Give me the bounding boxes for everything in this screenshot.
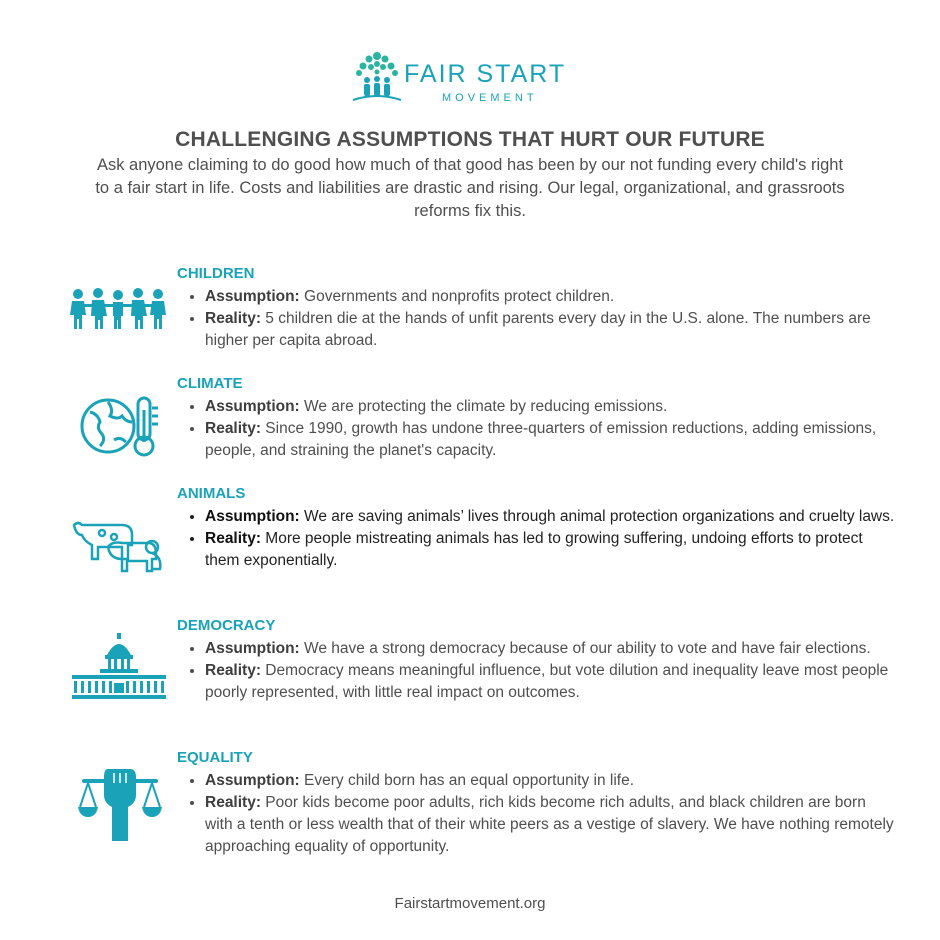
intro-text: Ask anyone claiming to do good how much of that good has been by our not funding every child's right to a fair start in life. Costs and liabilities are drastic and rising. Our legal, organizational, and grassroots reforms fix this. (95, 156, 845, 220)
bullet-list (187, 770, 895, 858)
reality-text: Poor kids become poor adults, rich kids become rich adults, and black children are born with a tenth or less wealth that of their white peers as a vestige of slavery. We have nothing remotely approaching equality of opportunity. (205, 794, 894, 855)
reality-item (205, 418, 895, 462)
assumption-label: Assumption: (205, 288, 300, 305)
section-title: CHILDREN (177, 265, 255, 282)
assumption-label: Assumption: (205, 508, 300, 525)
capitol-building-icon (72, 633, 172, 701)
reality-text: Since 1990, growth has undone three-quarters of emission reductions, adding emissions, people, and straining the planet's capacity. (205, 420, 877, 459)
assumption-text: We have a strong democracy because of our ability to vote and have fair elections. (299, 640, 871, 657)
assumption-text: Every child born has an equal opportunity in life. (299, 772, 635, 789)
reality-item (205, 792, 895, 858)
bullet-list (187, 286, 895, 352)
assumption-text: Governments and nonprofits protect children. (299, 288, 615, 305)
tree-people-logo-icon (350, 50, 404, 106)
reality-label: Reality: (205, 310, 261, 327)
section-title: DEMOCRACY (177, 617, 276, 634)
assumption-label: Assumption: (205, 772, 300, 789)
assumption-item (205, 638, 895, 660)
bullet-list (187, 396, 895, 462)
section-title: ANIMALS (177, 485, 246, 502)
reality-text: 5 children die at the hands of unfit parents every day in the U.S. alone. The numbers are higher per capita abroad. (205, 310, 871, 349)
bullet-list (187, 506, 895, 572)
reality-label: Reality: (205, 662, 261, 679)
reality-text: More people mistreating animals has led to growing suffering, undoing efforts to protect them exponentially. (205, 530, 863, 569)
reality-item (205, 660, 895, 704)
logo-subtitle: MOVEMENT (442, 92, 538, 104)
assumption-item (205, 506, 895, 528)
globe-thermometer-icon (78, 390, 168, 460)
section-title: EQUALITY (177, 749, 253, 766)
logo (350, 50, 600, 106)
section-title: CLIMATE (177, 375, 243, 392)
logo-wordmark: FAIR START (404, 60, 567, 88)
assumption-item (205, 770, 895, 792)
reality-item (205, 528, 895, 572)
bullet-list (187, 638, 895, 704)
assumption-item (205, 396, 895, 418)
reality-text: Democracy means meaningful influence, but vote dilution and inequality leave most people poorly represented, with little real impact on outcomes. (205, 662, 889, 701)
reality-label: Reality: (205, 794, 261, 811)
assumption-label: Assumption: (205, 398, 300, 415)
children-holding-hands-icon (68, 285, 168, 335)
reality-label: Reality: (205, 420, 261, 437)
farm-animals-icon (68, 513, 168, 575)
reality-item (205, 308, 895, 352)
assumption-item (205, 286, 895, 308)
reality-label: Reality: (205, 530, 261, 547)
page-title: CHALLENGING ASSUMPTIONS THAT HURT OUR FUTURE (175, 128, 765, 151)
assumption-label: Assumption: (205, 640, 300, 657)
fist-scales-icon (78, 769, 164, 841)
assumption-text: We are protecting the climate by reducing emissions. (299, 398, 668, 415)
footer-website: Fairstartmovement.org (394, 895, 546, 912)
assumption-text: We are saving animals’ lives through animal protection organizations and cruelty laws. (299, 508, 895, 525)
